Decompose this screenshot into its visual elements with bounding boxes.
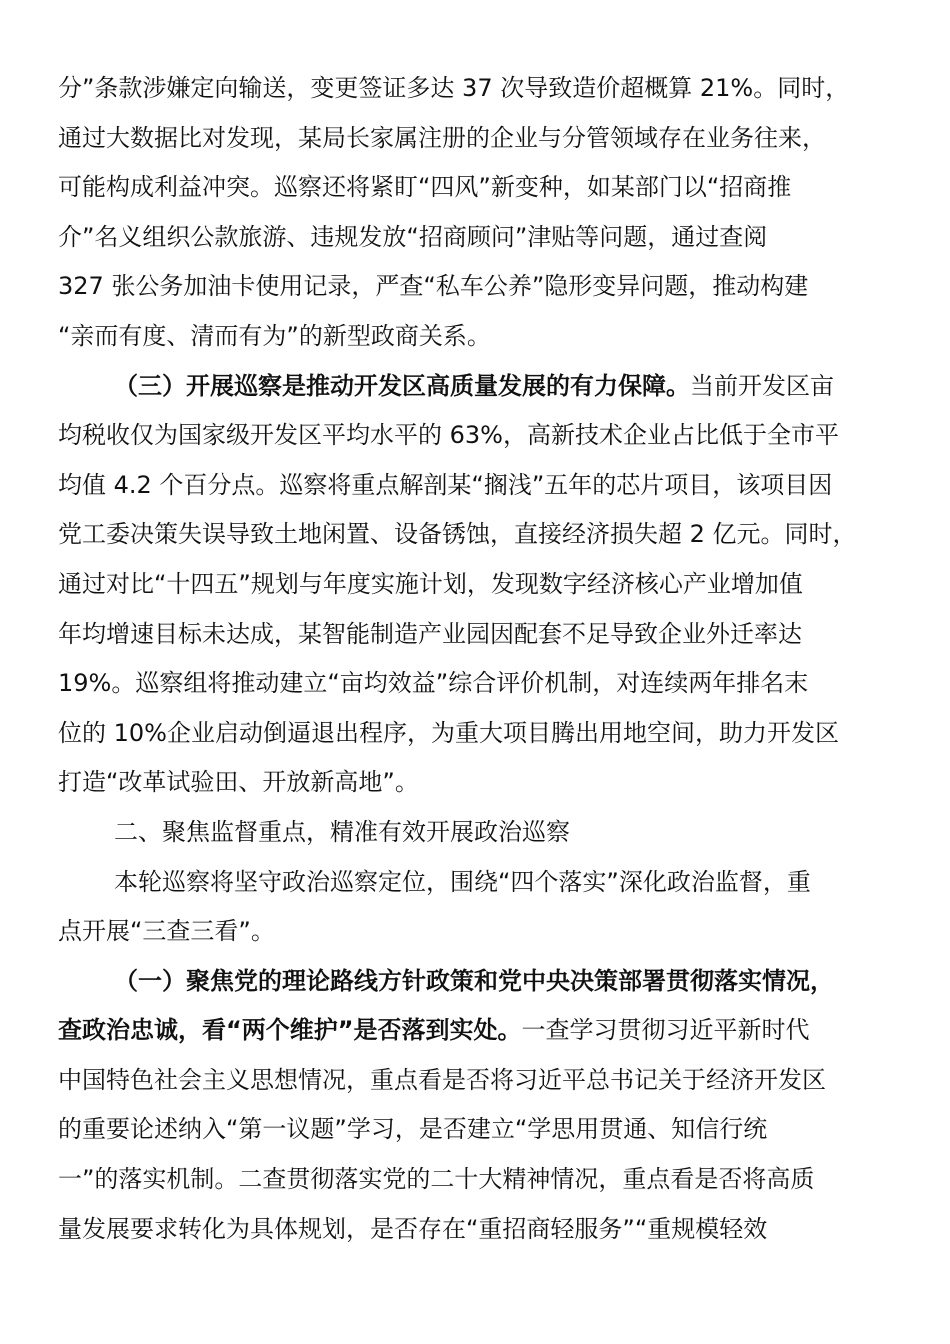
section-heading-line <box>58 1006 896 1056</box>
text-segment: 均税收仅为国家级开发区平均水平的 63%，高新技术企业占比低于全市平 <box>58 421 839 450</box>
text-line <box>58 659 896 709</box>
text-line <box>58 610 896 660</box>
text-line <box>58 114 896 164</box>
section-heading: 查政治忠诚，看“两个维护”是否落到实处。 <box>58 1016 522 1045</box>
text-segment: 党工委决策失误导致土地闲置、设备锈蚀，直接经济损失超 2 亿元。同时， <box>58 520 857 549</box>
text-segment: 可能构成利益冲突。巡察还将紧盯“四风”新变种，如某部门以“招商推 <box>58 173 792 202</box>
section-heading: （三）开展巡察是推动开发区高质量发展的有力保障。 <box>114 371 690 400</box>
text-line <box>58 213 896 263</box>
text-segment: 分”条款涉嫌定向输送，变更签证多达 37 次导致造价超概算 21%。同时， <box>58 74 850 102</box>
text-segment: 的重要论述纳入“第一议题”学习，是否建立“学思用贯通、知信行统 <box>58 1115 768 1144</box>
text-segment: 327 张公务加油卡使用记录，严查“私车公养”隐形变异问题，推动构建 <box>58 272 809 301</box>
text-line <box>58 907 896 957</box>
chapter-heading-line <box>58 808 896 858</box>
section-heading: （一）聚焦党的理论路线方针政策和党中央决策部署贯彻落实情况， <box>114 966 834 995</box>
text-line <box>58 411 896 461</box>
text-segment: 点开展“三查三看”。 <box>58 917 275 946</box>
text-segment: 打造“改革试验田、开放新高地”。 <box>58 768 419 797</box>
text-segment: 一查学习贯彻习近平新时代 <box>521 1016 810 1045</box>
text-segment: 通过大数据比对发现，某局长家属注册的企业与分管领域存在业务往来， <box>58 123 826 152</box>
text-segment: 位的 10%企业启动倒逼退出程序，为重大项目腾出用地空间，助力开发区 <box>58 718 839 747</box>
text-line <box>58 1056 896 1106</box>
text-segment: 量发展要求转化为具体规划，是否存在“重招商轻服务”“重规模轻效 <box>58 1214 768 1243</box>
text-segment: 一”的落实机制。二查贯彻落实党的二十大精神情况，重点看是否将高质 <box>58 1165 815 1194</box>
text-line <box>58 461 896 511</box>
text-line <box>58 64 896 114</box>
section-heading-line <box>58 957 896 1007</box>
text-segment: 均值 4.2 个百分点。巡察将重点解剖某“搁浅”五年的芯片项目，该项目因 <box>58 470 833 499</box>
text-segment: 年均增速目标未达成，某智能制造产业园因配套不足导致企业外迁率达 <box>58 619 802 648</box>
text-segment: 当前开发区亩 <box>690 371 834 400</box>
text-segment: 介”名义组织公款旅游、违规发放“招商顾问”津贴等问题，通过查阅 <box>58 222 768 251</box>
text-line <box>58 262 896 312</box>
text-line <box>58 312 896 362</box>
text-line <box>58 1105 896 1155</box>
text-segment: 中国特色社会主义思想情况，重点看是否将习近平总书记关于经济开发区 <box>58 1065 826 1094</box>
text-segment: “亲而有度、清而有为”的新型政商关系。 <box>58 321 491 350</box>
document-body <box>58 64 896 1254</box>
text-line <box>58 510 896 560</box>
text-line <box>58 560 896 610</box>
text-segment: 通过对比“十四五”规划与年度实施计划，发现数字经济核心产业增加值 <box>58 569 803 598</box>
text-line <box>58 709 896 759</box>
text-line <box>58 1155 896 1205</box>
text-line <box>58 163 896 213</box>
section-heading-line <box>58 362 896 412</box>
text-line <box>58 858 896 908</box>
chapter-heading: 二、聚焦监督重点，精准有效开展政治巡察 <box>114 817 570 846</box>
text-segment: 19%。巡察组将推动建立“亩均效益”综合评价机制，对连续两年排名末 <box>58 669 809 698</box>
text-segment: 本轮巡察将坚守政治巡察定位，围绕“四个落实”深化政治监督，重 <box>114 867 811 896</box>
text-line <box>58 1205 896 1255</box>
text-line <box>58 758 896 808</box>
